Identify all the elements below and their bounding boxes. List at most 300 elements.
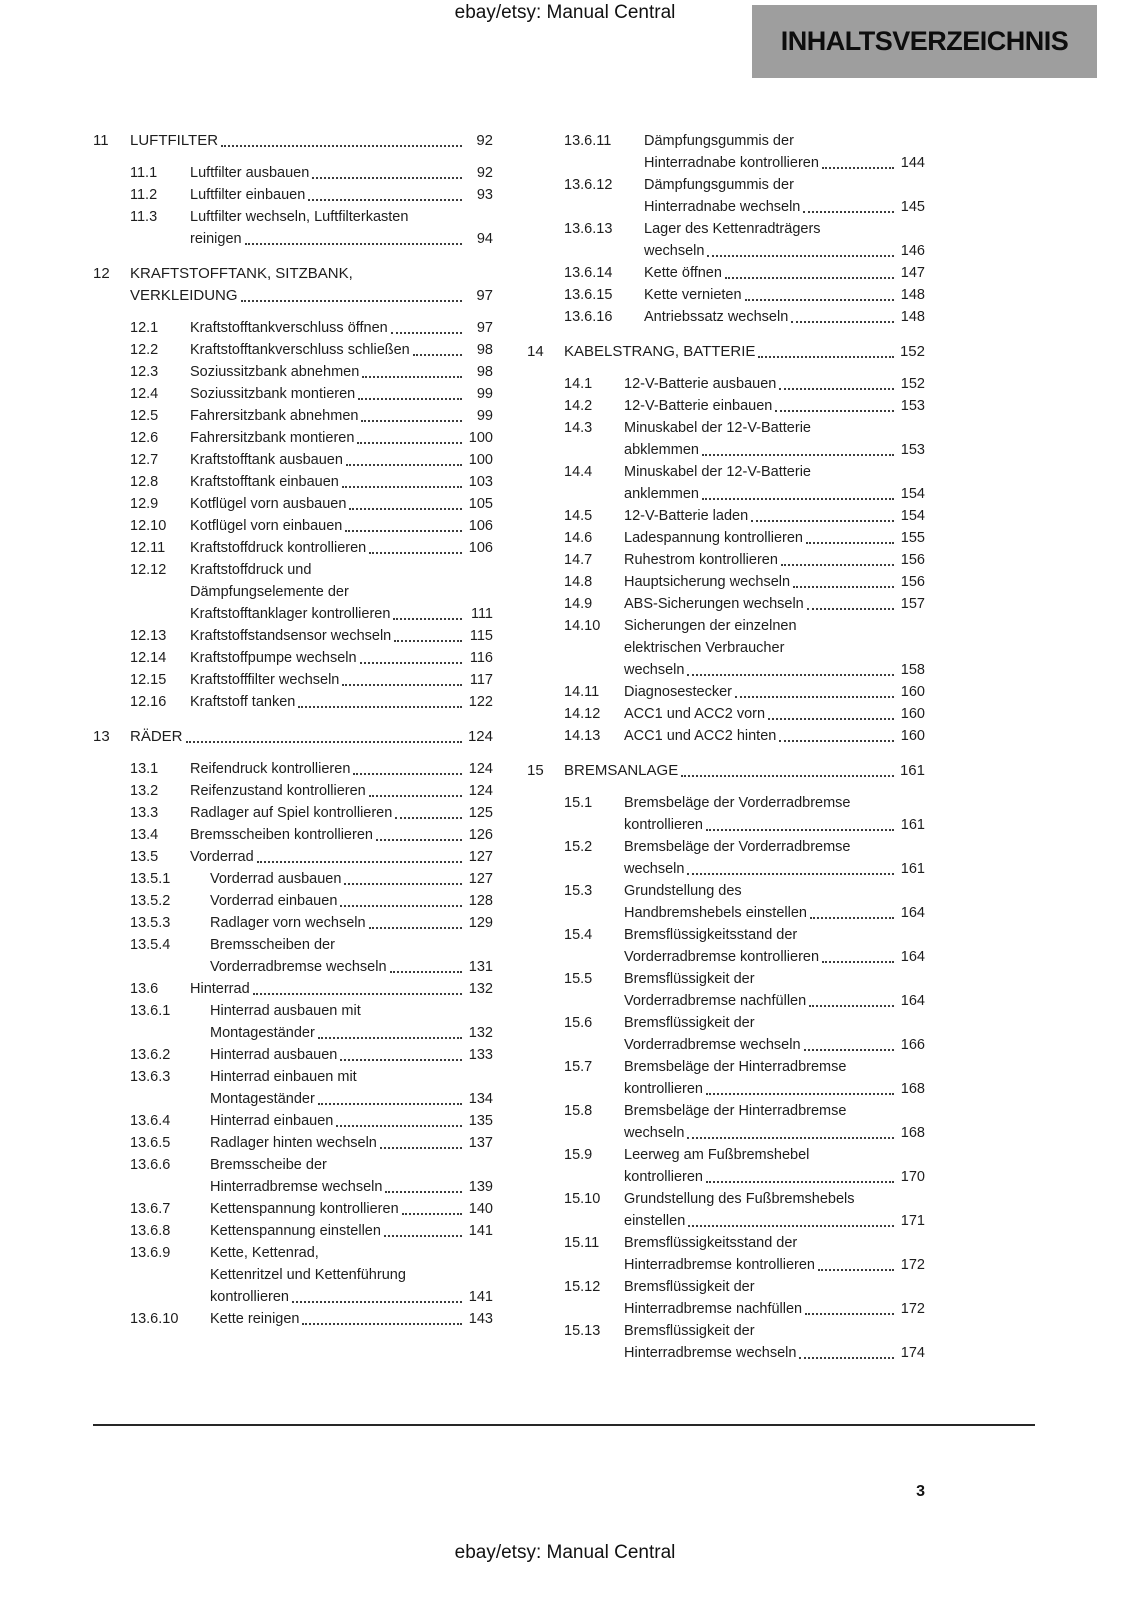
dot-leader [292,1301,462,1303]
toc-entry [93,824,493,846]
toc-entry-last-line [210,890,493,912]
toc-entry-title-line: KRAFTSTOFFTANK, SITZBANK, [130,265,353,282]
toc-entry-page: 128 [468,893,493,909]
toc-entry-title-line: wechseln [624,1125,685,1141]
toc-entry-title-line: Bremsflüssigkeitsstand der [624,927,798,943]
toc-entry-title-line: Bremsbeläge der Hinterradbremse [624,1103,847,1119]
toc-entry-page: 92 [476,165,493,181]
toc-entry-title-line: Vorderradbremse wechseln [624,1037,801,1053]
toc-entry-number: 11.3 [130,209,158,225]
toc-entry-page: 124 [467,728,493,745]
toc-entry-page: 100 [468,430,493,446]
toc-entry-title-line: Kraftstofffilter wechseln [190,672,340,688]
toc-entry-title-line: KABELSTRANG, BATTERIE [564,343,756,360]
toc-entry-title-line: Fahrersitzbank abnehmen [190,408,359,424]
toc-entry-page: 164 [900,949,925,965]
toc-entry-title-line: Kraftstofftank einbauen [190,474,339,490]
toc-entry-title-line: Luftfilter ausbauen [190,165,310,181]
toc-entry [93,802,493,824]
toc-entry-title-line: 12-V-Batterie laden [624,508,749,524]
toc-entry-number: 13.6.10 [130,1311,179,1327]
toc-entry-number: 13.3 [130,805,159,821]
toc-entry [93,427,493,449]
toc-entry-title-line: BREMSANLAGE [564,762,679,779]
toc-entry-number: 12.15 [130,672,167,688]
toc-entry-title-line: Kettenspannung einstellen [210,1223,381,1239]
toc-entry-title-line: Kette öffnen [644,265,722,281]
toc-entry-title-line: Kettenritzel und Kettenführung [210,1267,406,1283]
toc-entry [527,341,925,363]
toc-entry [527,549,925,571]
toc-entry-number: 15.10 [564,1191,601,1207]
dot-leader [735,696,894,698]
toc-entry-page: 100 [468,452,493,468]
toc-entry-number: 13.6.9 [130,1245,171,1261]
toc-entry-title-line: Radlager hinten wechseln [210,1135,377,1151]
toc-entry-page: 106 [468,540,493,556]
toc-entry-page: 127 [468,849,493,865]
toc-entry-last-line [624,483,925,505]
page-number: 3 [916,1483,925,1500]
toc-entry-number: 15.9 [564,1147,593,1163]
toc-entry-last-line [210,1088,493,1110]
toc-entry [527,760,925,782]
toc-entry-number: 14.12 [564,706,601,722]
toc-entry-page: 135 [468,1113,493,1129]
toc-entry-last-line [210,1220,493,1242]
toc-entry-page: 124 [468,761,493,777]
dot-leader [702,498,894,500]
toc-entry-title-line: ACC1 und ACC2 vorn [624,706,766,722]
toc-entry-title-line: Hauptsicherung wechseln [624,574,791,590]
dot-leader [344,883,462,885]
toc-entry-title-line: Bremsflüssigkeit der [624,1015,755,1031]
dot-leader [707,255,894,257]
dot-leader [342,486,462,488]
toc-entry-number: 12.10 [130,518,167,534]
dot-leader [362,376,462,378]
toc-entry-number: 14.6 [564,530,593,546]
toc-entry-title-line: reinigen [190,231,242,247]
toc-entry-page: 161 [900,861,925,877]
dot-leader [779,740,894,742]
toc-entry [93,846,493,868]
toc-entry-title-line: kontrollieren [624,1081,703,1097]
dot-leader [681,775,894,777]
toc-entry-page: 160 [900,684,925,700]
toc-entry [93,537,493,559]
toc-entry-title-line: kontrollieren [624,1169,703,1185]
toc-entry-page: 152 [899,343,925,360]
toc-entry [527,284,925,306]
toc-entry-last-line [190,339,493,361]
page-title: INHALTSVERZEICHNIS [780,26,1069,56]
toc-entry-number: 14.7 [564,552,593,568]
toc-entry-last-line [564,341,925,363]
dot-leader [758,356,894,358]
dot-leader [318,1037,462,1039]
toc-entry-page: 122 [468,694,493,710]
toc-entry-title-line: Vorderradbremse wechseln [210,959,387,975]
toc-entry-number: 13.6.7 [130,1201,171,1217]
toc-entry-title-line: Kette, Kettenrad, [210,1245,319,1261]
toc-entry-title-line: Sicherungen der einzelnen [624,618,797,634]
toc-entry-page: 99 [476,386,493,402]
toc-entry-number: 15.7 [564,1059,593,1075]
dot-leader [768,718,894,720]
dot-leader [805,1313,894,1315]
toc-entry-title-line: Bremsbeläge der Hinterradbremse [624,1059,847,1075]
toc-entry-number: 12.11 [130,540,166,556]
toc-entry [527,373,925,395]
toc-entry [93,471,493,493]
toc-entry-last-line [624,703,925,725]
toc-entry-page: 124 [468,783,493,799]
toc-entry-title-line: Kettenspannung kontrollieren [210,1201,399,1217]
toc-entry-number: 13 [93,728,110,745]
toc-entry-last-line [190,780,493,802]
toc-entry-title-line: Kotflügel vorn ausbauen [190,496,347,512]
toc-entry-title-line: Vorderrad einbauen [210,893,338,909]
toc-entry-title-line: elektrischen Verbraucher [624,640,785,656]
toc-entry-page: 164 [900,905,925,921]
toc-entry-last-line [644,284,925,306]
toc-entry-title-line: wechseln [644,243,705,259]
toc-entry [93,206,493,250]
toc-entry-title-line: einstellen [624,1213,686,1229]
toc-entry-number: 11.1 [130,165,158,181]
toc-entry-title-line: Kraftstofftank ausbauen [190,452,343,468]
toc-entry-title-line: Fahrersitzbank montieren [190,430,355,446]
toc-entry-number: 11.2 [130,187,158,203]
toc-entry [93,890,493,912]
toc-entry-page: 93 [476,187,493,203]
dot-leader [688,1225,894,1227]
toc-entry-number: 12.16 [130,694,167,710]
toc-entry-page: 153 [900,398,925,414]
toc-entry-page: 103 [468,474,493,490]
toc-entry-title-line: Luftfilter wechseln, Luftfilterkasten [190,209,409,225]
toc-entry-title-line: Kette reinigen [210,1311,300,1327]
toc-entry [93,130,493,152]
toc-entry-title-line: Minuskabel der 12-V-Batterie [624,464,811,480]
dot-leader [706,829,894,831]
toc-entry [527,218,925,262]
toc-entry-page: 146 [900,243,925,259]
dot-leader [349,508,462,510]
toc-entry-title-line: Reifendruck kontrollieren [190,761,351,777]
toc-entry-title-line: wechseln [624,861,685,877]
toc-entry-title-line: Hinterrad ausbauen mit [210,1003,361,1019]
toc-entry [527,836,925,880]
dot-leader [245,243,462,245]
toc-entry-number: 14.13 [564,728,601,744]
toc-entry-last-line [624,858,925,880]
toc-entry-title-line: ACC1 und ACC2 hinten [624,728,777,744]
toc-entry-last-line [624,549,925,571]
dot-leader [302,1323,462,1325]
toc-entry-page: 116 [469,650,493,666]
toc-entry-page: 148 [900,287,925,303]
toc-entry-title-line: Grundstellung des Fußbremshebels [624,1191,855,1207]
toc-entry-title-line: Hinterrad ausbauen [210,1047,338,1063]
toc-entry [93,317,493,339]
toc-entry-title-line: Hinterrad einbauen [210,1113,334,1129]
toc-entry-title-line: Kraftstoffdruck kontrollieren [190,540,367,556]
toc-entry-page: 154 [900,508,925,524]
toc-entry-number: 14.9 [564,596,593,612]
toc-entry-number: 13.6.8 [130,1223,171,1239]
toc-entry [93,162,493,184]
toc-entry-page: 147 [900,265,925,281]
toc-entry-number: 13.5.3 [130,915,171,931]
toc-entry [527,924,925,968]
toc-entry [527,792,925,836]
toc-entry [527,417,925,461]
dot-leader [706,1181,894,1183]
toc-entry [527,461,925,505]
toc-entry-page: 97 [476,320,493,336]
toc-entry [93,1308,493,1330]
toc-entry-last-line [210,1132,493,1154]
toc-entry [527,174,925,218]
dot-leader [380,1147,462,1149]
toc-entry-title-line: kontrollieren [624,817,703,833]
toc-entry-last-line [130,285,493,307]
toc-entry-title-line: Bremsflüssigkeit der [624,1279,755,1295]
toc-entry-page: 131 [468,959,493,975]
dot-leader [751,520,894,522]
toc-entry-title-line: abklemmen [624,442,699,458]
toc-entry-page: 164 [900,993,925,1009]
toc-entry-last-line [190,603,493,625]
dot-leader [687,1137,894,1139]
toc-entry-page: 99 [476,408,493,424]
toc-entry-number: 15.5 [564,971,593,987]
toc-left-column [93,130,493,1364]
toc-entry-page: 141 [468,1223,493,1239]
toc-entry-title-line: Hinterradbremse wechseln [210,1179,383,1195]
toc-entry-number: 13.6.5 [130,1135,171,1151]
dot-leader [775,410,894,412]
dot-leader [791,321,894,323]
toc-entry [93,625,493,647]
toc-entry [93,868,493,890]
toc-entry-number: 13.6.15 [564,287,613,303]
toc-entry-number: 13.6.12 [564,177,613,193]
toc-entry-title-line: Soziussitzbank abnehmen [190,364,360,380]
toc-entry [527,1232,925,1276]
dot-leader [369,795,462,797]
toc-entry-page: 139 [468,1179,493,1195]
toc-entry-title-line: Leerweg am Fußbremshebel [624,1147,810,1163]
toc-entry [527,395,925,417]
toc-entry [527,703,925,725]
toc-entry-title-line: Bremsscheiben der [210,937,335,953]
toc-entry [527,1012,925,1056]
toc-entry-page: 166 [900,1037,925,1053]
toc-entry-page: 98 [476,364,493,380]
toc-entry-number: 13.6.16 [564,309,613,325]
toc-entry-page: 127 [468,871,493,887]
toc-entry-last-line [624,902,925,924]
toc-entry-last-line [644,262,925,284]
toc-entry-page: 171 [900,1213,925,1229]
toc-entry-title-line: 12-V-Batterie einbauen [624,398,773,414]
toc-entry-number: 12.14 [130,650,167,666]
dot-leader [241,300,462,302]
toc-entry-page: 134 [468,1091,493,1107]
toc-entry [527,505,925,527]
toc-entry-title-line: Antriebssatz wechseln [644,309,789,325]
dot-leader [308,199,462,201]
dot-leader [822,167,894,169]
toc-entry-page: 153 [900,442,925,458]
toc-entry-title-line: Hinterradnabe wechseln [644,199,801,215]
toc-entry [93,726,493,748]
toc-entry-title-line: kontrollieren [210,1289,289,1305]
toc-entry-page: 158 [900,662,925,678]
dot-leader [361,420,462,422]
toc-entry-page: 168 [900,1081,925,1097]
toc-entry-page: 157 [900,596,925,612]
toc-entry-number: 12.3 [130,364,159,380]
toc-entry-page: 161 [900,817,925,833]
toc-entry-page: 98 [476,342,493,358]
toc-entry-last-line [190,162,493,184]
toc-entry-last-line [624,659,925,681]
toc-right-column [527,130,925,1364]
dot-leader [702,454,894,456]
toc-entry [527,130,925,174]
toc-entry-title-line: Hinterradbremse wechseln [624,1345,797,1361]
toc-entry [93,383,493,405]
toc-entry-title-line: Kotflügel vorn einbauen [190,518,343,534]
toc-entry-title-line: Bremsbeläge der Vorderradbremse [624,839,851,855]
toc-entry-number: 12.12 [130,562,167,578]
toc-entry [93,978,493,1000]
toc-entry-number: 13.6 [130,981,159,997]
toc-entry-number: 14.4 [564,464,593,480]
toc-entry-number: 12.6 [130,430,159,446]
toc-entry [527,1276,925,1320]
toc-entry-last-line [624,505,925,527]
site-header-title: ebay/etsy: Manual Central [454,2,676,23]
dot-leader [793,586,894,588]
toc-entry-number: 12.8 [130,474,159,490]
dot-leader [342,684,462,686]
toc-entry-page: 115 [469,628,493,644]
dot-leader [391,332,462,334]
toc-entry-number: 15.11 [564,1235,600,1251]
toc-entry [93,1154,493,1198]
toc-entry-page: 140 [468,1201,493,1217]
dot-leader [360,662,462,664]
toc-entry-number: 14.10 [564,618,601,634]
dot-leader [799,1357,894,1359]
toc-entry [527,571,925,593]
toc-entry-last-line [190,537,493,559]
toc-entry-number: 11 [93,132,109,149]
toc-entry-number: 12.7 [130,452,159,468]
toc-entry-title-line: Hinterrad einbauen mit [210,1069,357,1085]
toc-entry-last-line [210,1176,493,1198]
toc-entry-title-line: Vorderrad [190,849,254,865]
toc-entry-number: 13.5.2 [130,893,171,909]
toc-entry-page: 126 [468,827,493,843]
toc-entry-last-line [210,912,493,934]
dot-leader [818,1269,894,1271]
toc-entry-title-line: Bremsflüssigkeit der [624,971,755,987]
toc-entry-last-line [190,317,493,339]
toc-entry [93,559,493,625]
toc-entry-last-line [624,1342,925,1364]
toc-entry-page: 172 [900,1257,925,1273]
toc-entry [93,263,493,307]
toc-entry-last-line [624,1166,925,1188]
toc-entry-number: 13.6.1 [130,1003,171,1019]
toc-entry-title-line: Kraftstofftankverschluss öffnen [190,320,388,336]
toc-entry-last-line [624,1034,925,1056]
toc-entry [527,1056,925,1100]
toc-entry-last-line [190,228,493,250]
toc-entry [93,1198,493,1220]
table-of-contents [93,130,925,1364]
toc-entry-number: 15.6 [564,1015,593,1031]
toc-entry-title-line: Kraftstofftankverschluss schließen [190,342,410,358]
toc-entry-number: 15.13 [564,1323,601,1339]
toc-entry [93,1000,493,1044]
dot-leader [221,145,462,147]
toc-entry-last-line [624,681,925,703]
dot-leader [257,861,462,863]
toc-entry-title-line: Kraftstoff tanken [190,694,296,710]
toc-entry-title-line: Kraftstoffpumpe wechseln [190,650,357,666]
toc-entry-title-line: Dämpfungsgummis der [644,133,794,149]
toc-entry-page: 143 [468,1311,493,1327]
toc-entry-number: 15 [527,762,544,779]
toc-entry-last-line [624,1298,925,1320]
toc-entry-page: 172 [900,1301,925,1317]
dot-leader [358,398,462,400]
toc-entry-last-line [190,802,493,824]
toc-entry-number: 14 [527,343,544,360]
toc-entry-number: 15.4 [564,927,593,943]
toc-entry [527,262,925,284]
toc-entry-number: 13.1 [130,761,159,777]
toc-entry-last-line [624,439,925,461]
toc-entry-number: 14.1 [564,376,593,392]
dot-leader [385,1191,462,1193]
toc-entry-title-line: Radlager vorn wechseln [210,915,366,931]
dot-leader [298,706,462,708]
toc-entry-title-line: Handbremshebels einstellen [624,905,807,921]
toc-entry-page: 155 [900,530,925,546]
toc-entry [527,968,925,1012]
toc-entry-number: 15.3 [564,883,593,899]
toc-entry-page: 144 [900,155,925,171]
dot-leader [413,354,462,356]
dot-leader [336,1125,462,1127]
toc-entry-page: 154 [900,486,925,502]
toc-entry-title-line: VERKLEIDUNG [130,287,238,304]
dot-leader [395,817,462,819]
toc-entry [93,339,493,361]
dot-leader [687,674,894,676]
toc-entry-last-line [644,196,925,218]
dot-leader [318,1103,462,1105]
toc-entry-number: 12.1 [130,320,159,336]
